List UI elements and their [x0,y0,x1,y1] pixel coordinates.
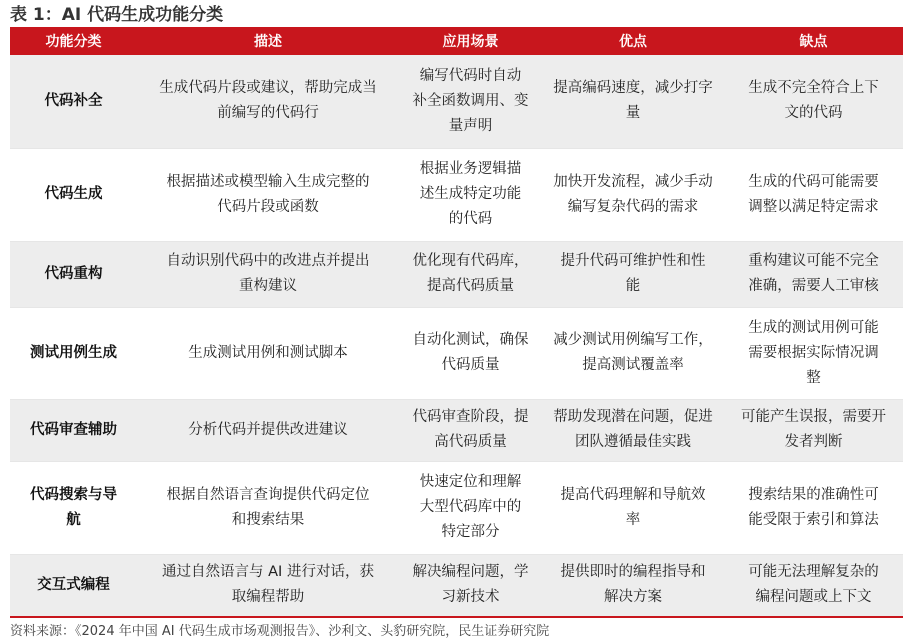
row-scenario: 优化现有代码库， 提高代码质量 [399,241,542,307]
row-description: 生成代码片段或建议，帮助完成当 前编写的代码行 [137,55,399,148]
table-row [10,554,903,617]
row-scenario: 代码审查阶段，提 高代码质量 [399,399,542,461]
row-description: 分析代码并提供改进建议 [137,399,399,461]
row-category: 测试用例生成 [10,307,137,399]
row-category: 代码搜索与导 航 [10,461,137,554]
row-cons: 生成的测试用例可能 需要根据实际情况调 整 [724,307,903,399]
header-category: 功能分类 [10,27,137,55]
row-category: 代码生成 [10,148,137,241]
row-scenario: 解决编程问题，学 习新技术 [399,554,542,617]
row-pros: 减少测试用例编写工作， 提高测试覆盖率 [542,307,724,399]
row-cons: 可能产生误报，需要开 发者判断 [724,399,903,461]
table-row [10,148,903,241]
row-cons: 生成不完全符合上下 文的代码 [724,55,903,148]
header-description: 描述 [137,27,399,55]
row-pros: 提高代码理解和导航效 率 [542,461,724,554]
table-row [10,307,903,399]
row-category: 代码重构 [10,241,137,307]
row-cons: 搜索结果的准确性可 能受限于索引和算法 [724,461,903,554]
table-row [10,241,903,307]
header-pros: 优点 [542,27,724,55]
row-cons: 重构建议可能不完全 准确，需要人工审核 [724,241,903,307]
table-title: 表 1：AI 代码生成功能分类 [10,5,224,25]
header-cons: 缺点 [724,27,903,55]
table-row [10,55,903,148]
row-pros: 帮助发现潜在问题，促进 团队遵循最佳实践 [542,399,724,461]
row-pros: 提供即时的编程指导和 解决方案 [542,554,724,617]
row-description: 自动识别代码中的改进点并提出 重构建议 [137,241,399,307]
row-pros: 加快开发流程，减少手动 编写复杂代码的需求 [542,148,724,241]
row-pros: 提升代码可维护性和性 能 [542,241,724,307]
table-row [10,461,903,554]
source-note: 资料来源：《2024 年中国 AI 代码生成市场观测报告》、沙利文、头豹研究院，民生证券研究院 [10,624,550,639]
row-scenario: 根据业务逻辑描 述生成特定功能 的代码 [399,148,542,241]
table-header-row [10,27,903,55]
row-cons: 生成的代码可能需要 调整以满足特定需求 [724,148,903,241]
table-row [10,399,903,461]
row-pros: 提高编码速度，减少打字 量 [542,55,724,148]
row-description: 通过自然语言与 AI 进行对话，获 取编程帮助 [137,554,399,617]
row-cons: 可能无法理解复杂的 编程问题或上下文 [724,554,903,617]
row-scenario: 自动化测试，确保 代码质量 [399,307,542,399]
row-description: 根据描述或模型输入生成完整的 代码片段或函数 [137,148,399,241]
row-category: 代码补全 [10,55,137,148]
row-description: 生成测试用例和测试脚本 [137,307,399,399]
header-scenario: 应用场景 [399,27,542,55]
classification-table [10,27,903,618]
row-category: 代码审查辅助 [10,399,137,461]
row-scenario: 快速定位和理解 大型代码库中的 特定部分 [399,461,542,554]
row-scenario: 编写代码时自动 补全函数调用、变 量声明 [399,55,542,148]
row-category: 交互式编程 [10,554,137,617]
row-description: 根据自然语言查询提供代码定位 和搜索结果 [137,461,399,554]
